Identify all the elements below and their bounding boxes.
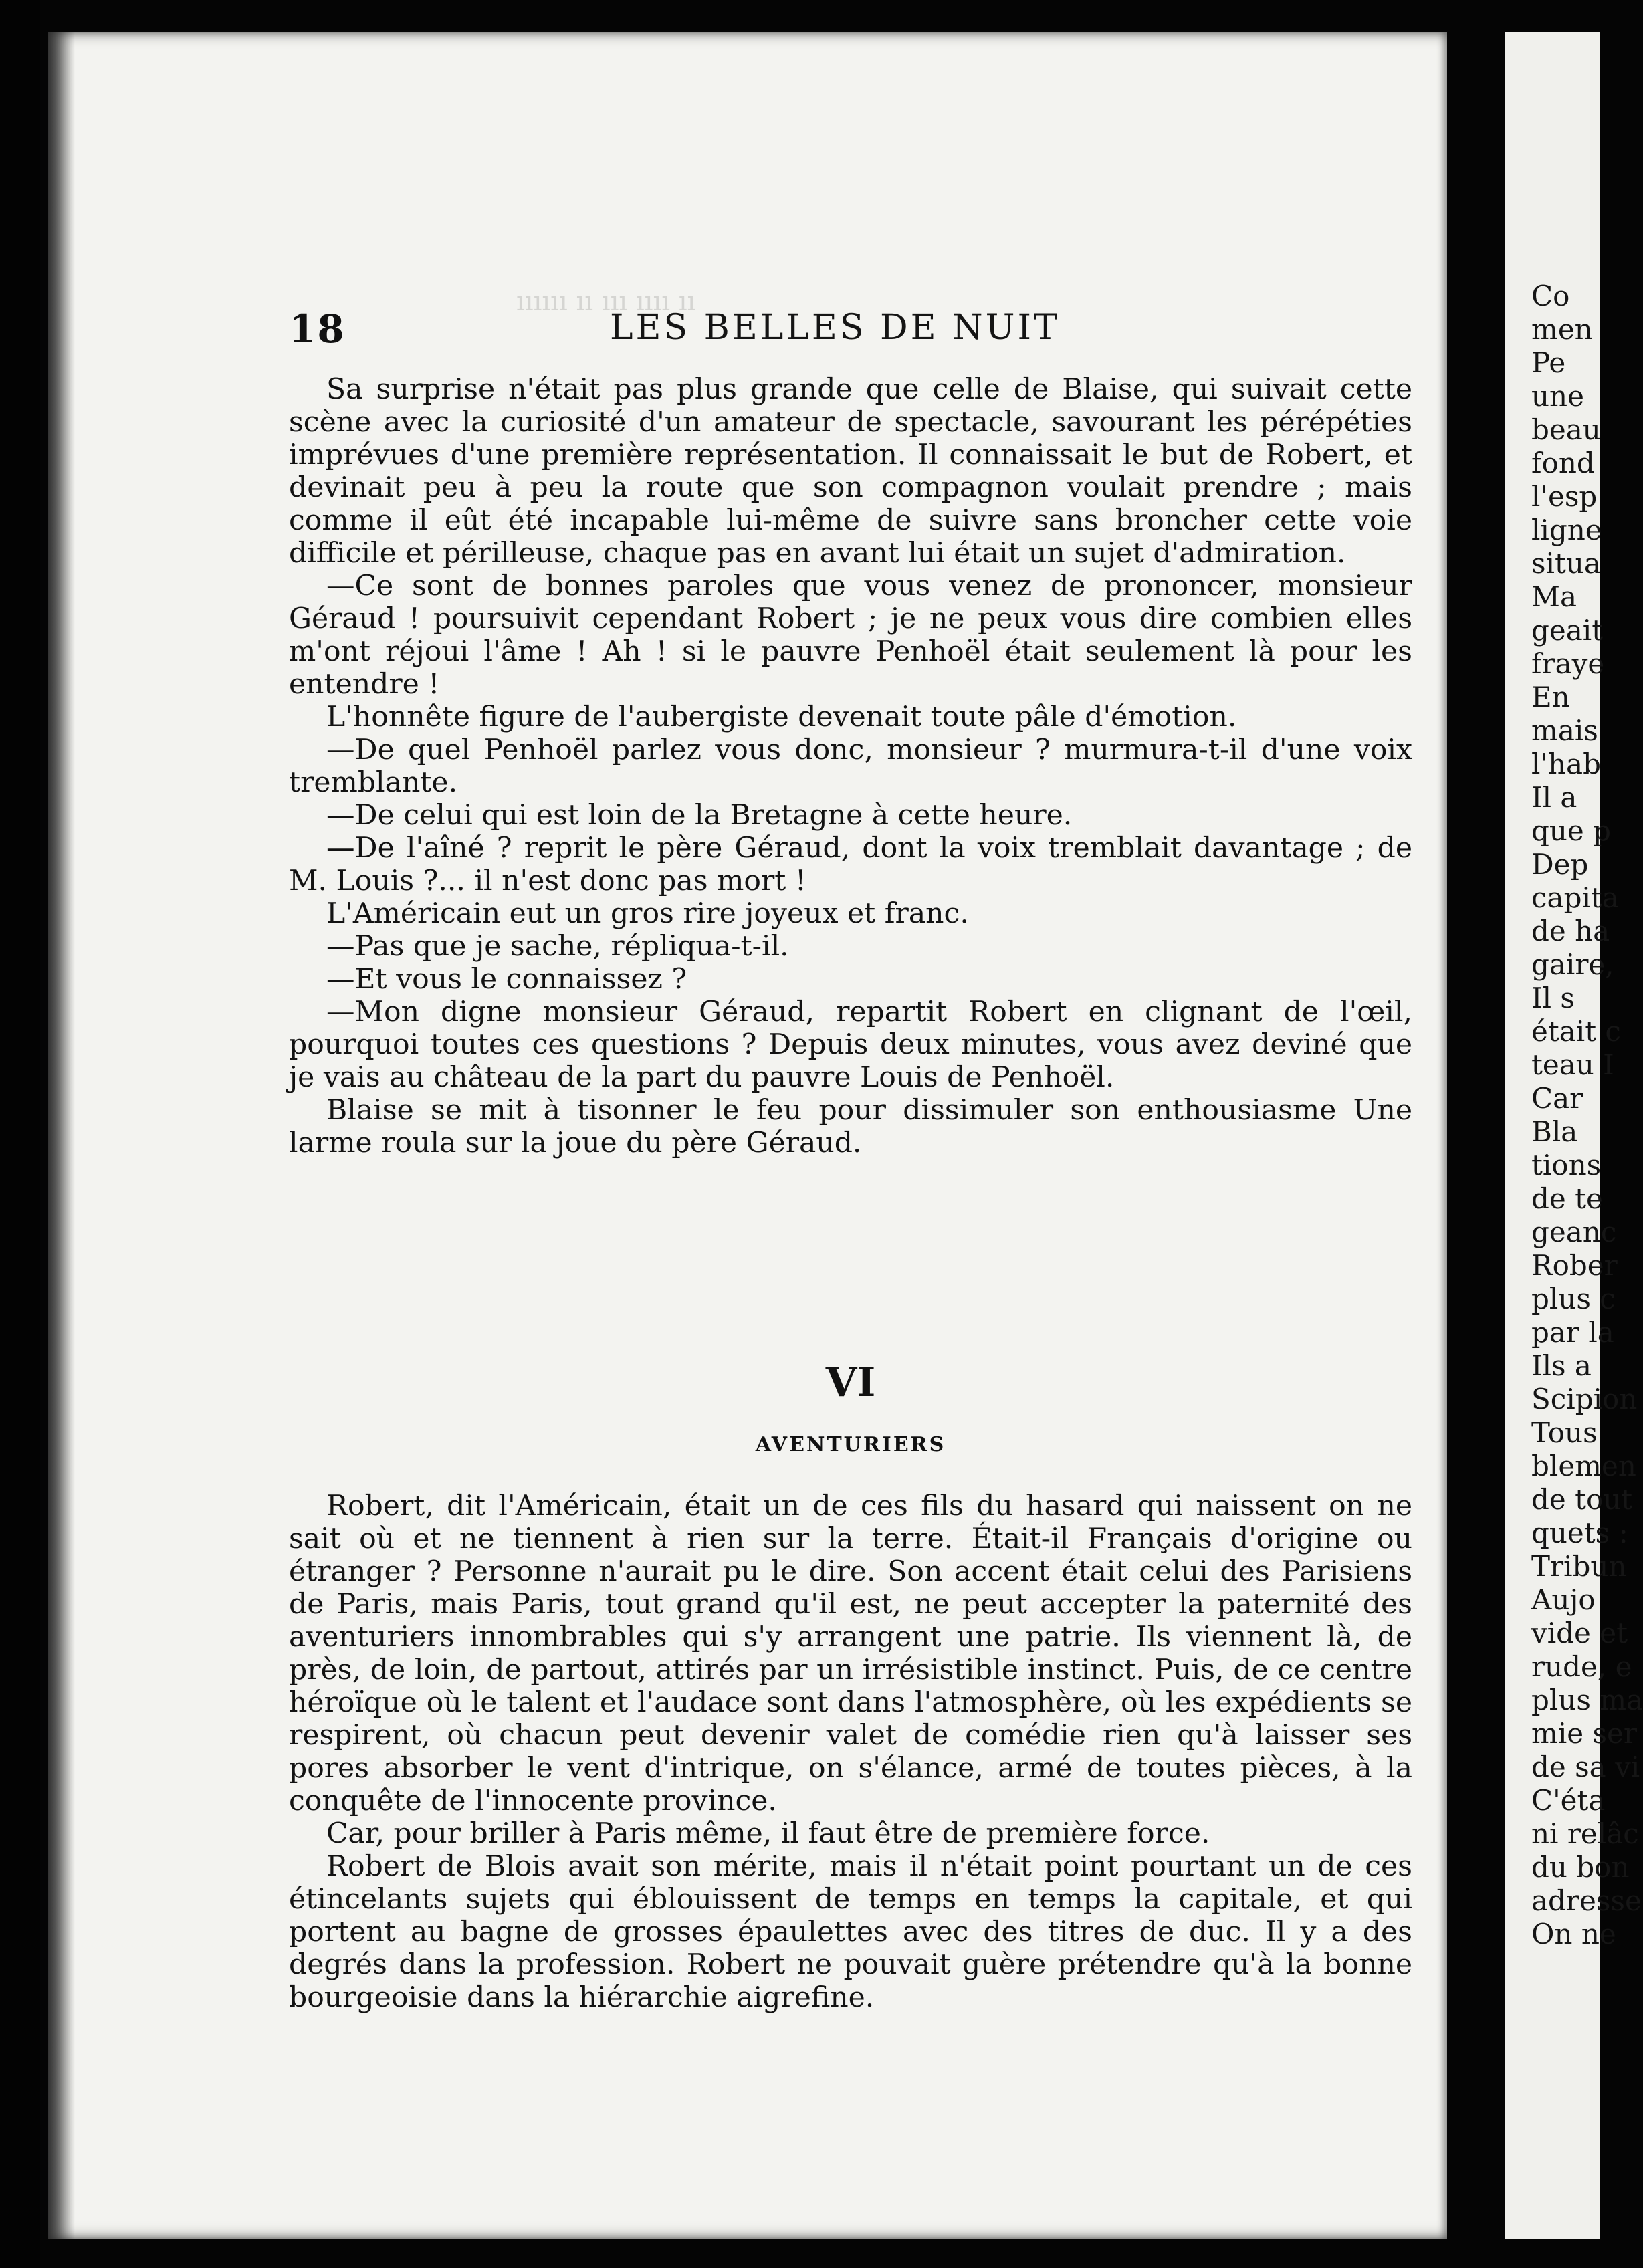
adjacent-page-fragment: plus c <box>1531 1282 1616 1315</box>
adjacent-page-fragment: ligne <box>1531 514 1602 546</box>
paragraph: Robert, dit l'Américain, était un de ces fils du hasard qui naissent on ne sait où et ne tiennent à rien sur la terre. Était-il Français d'origine ou étranger ? Personne n'aurait pu le dire. Son accent était celui des Parisiens de Paris, mais Paris, tout grand qu'il est, ne peut accepter la paternité des aventuriers innombrables qui s'y arrangent une patrie. Ils viennent là, de près, de loin, de partout, attirés par un irrésistible instinct. Puis, de ce centre héroïque où le talent et l'audace sont dans l'atmosphère, où les expédients se respirent, où chacun peut devenir valet de comédie rien qu'à laisser ses pores absorber le vent d'intrique, on s'élance, armé de toutes pièces, à la conquête de l'innocente province. <box>289 1490 1412 1817</box>
adjacent-page-fragment: rude, e <box>1531 1650 1632 1683</box>
adjacent-page-fragment: fraye <box>1531 647 1605 680</box>
adjacent-page-fragment: Co <box>1531 279 1570 312</box>
adjacent-page-fragment: Dep <box>1531 848 1589 881</box>
book-page <box>48 32 1447 2239</box>
paragraph: Car, pour briller à Paris même, il faut être de première force. <box>326 1817 1210 1850</box>
adjacent-page-fragment: une <box>1531 380 1584 413</box>
paragraph: L'Américain eut un gros rire joyeux et franc. <box>326 897 969 930</box>
adjacent-page-fragment: mais <box>1531 714 1598 747</box>
adjacent-page-fragment: de tout <box>1531 1483 1633 1516</box>
adjacent-page-fragment: l'hab <box>1531 748 1601 780</box>
adjacent-page-fragment: gaire, <box>1531 948 1614 981</box>
chapter-number: VI <box>825 1359 876 1406</box>
paragraph: Sa surprise n'était pas plus grande que celle de Blaise, qui suivait cette scène avec la curiosité d'un amateur de spectacle, savourant les pérépéties imprévues d'une première représentation. Il connaissait le but de Robert, et devinait peu à peu la route que son compagnon voulait prendre ; mais comme il eût été incapable lui-même de suivre sans broncher cette voie difficile et périlleuse, chaque pas en avant lui était un sujet d'admiration. <box>289 373 1412 570</box>
adjacent-page-fragment: de te <box>1531 1182 1603 1215</box>
adjacent-page-edge <box>1505 32 1643 2239</box>
adjacent-page-fragment: Il a <box>1531 781 1577 814</box>
show-through-text: ıııııı ıı ııı ıııı ıı <box>516 286 696 317</box>
adjacent-page-fragment: plus ma <box>1531 1684 1643 1716</box>
paragraph: Blaise se mit à tisonner le feu pour dissimuler son enthousiasme Une larme roula sur la joue du père Géraud. <box>289 1094 1412 1159</box>
adjacent-page-fragment: Ils a <box>1531 1349 1592 1382</box>
paragraph: —De l'aîné ? reprit le père Géraud, dont la voix tremblait davantage ; de M. Louis ?... il n'est donc pas mort ! <box>289 832 1412 897</box>
adjacent-page-fragment: Rober <box>1531 1249 1618 1282</box>
adjacent-page-fragment: beau <box>1531 413 1601 446</box>
paragraph: —De celui qui est loin de la Bretagne à cette heure. <box>326 799 1073 832</box>
adjacent-page-fragment: teau I <box>1531 1048 1614 1081</box>
text-section-before-chapter <box>289 373 1412 1159</box>
adjacent-page-fragment: Aujo <box>1531 1583 1596 1616</box>
adjacent-page-fragment: geait <box>1531 614 1604 647</box>
running-title: LES BELLES DE NUIT <box>610 308 1060 348</box>
chapter-title: AVENTURIERS <box>755 1433 946 1456</box>
page-number: 18 <box>289 306 346 352</box>
adjacent-page-fragment: C'éta <box>1531 1784 1606 1817</box>
adjacent-page-fragment: par la <box>1531 1316 1614 1349</box>
adjacent-page-fragment: geanc <box>1531 1216 1617 1248</box>
adjacent-page-fragment: Bla <box>1531 1115 1578 1148</box>
adjacent-page-fragment: Tous <box>1531 1416 1598 1449</box>
adjacent-page-fragment: Scipion <box>1531 1383 1638 1415</box>
adjacent-page-fragment: de sa vi <box>1531 1750 1640 1783</box>
paragraph: —Et vous le connaissez ? <box>326 963 687 996</box>
adjacent-page-fragment: men <box>1531 313 1593 346</box>
adjacent-page-fragment: mie ser <box>1531 1717 1637 1750</box>
adjacent-page-fragment: que p <box>1531 814 1612 847</box>
adjacent-page-fragment: Tribun <box>1531 1550 1627 1583</box>
adjacent-page-fragment: adresse <box>1531 1884 1642 1917</box>
adjacent-page-fragment: Pe <box>1531 346 1566 379</box>
adjacent-page-fragment: l'esp <box>1531 480 1598 513</box>
adjacent-page-fragment: du bon <box>1531 1851 1630 1884</box>
paragraph: —De quel Penhoël parlez vous donc, monsieur ? murmura-t-il d'une voix tremblante. <box>289 733 1412 799</box>
adjacent-page-fragment: quets : <box>1531 1516 1628 1549</box>
adjacent-page-fragment: de ha <box>1531 915 1610 947</box>
adjacent-page-fragment: On ne <box>1531 1918 1616 1950</box>
adjacent-page-fragment: vide et <box>1531 1617 1628 1650</box>
text-section-chapter-vi <box>289 1490 1412 2014</box>
adjacent-page-fragment: ni relâc <box>1531 1817 1639 1850</box>
scan-border <box>0 0 40 2268</box>
adjacent-page-fragment: blemen <box>1531 1450 1636 1482</box>
adjacent-page-fragment: Car <box>1531 1082 1583 1115</box>
adjacent-page-fragment: tions <box>1531 1149 1602 1181</box>
adjacent-page-fragment: capita <box>1531 881 1619 914</box>
adjacent-page-fragment: était c <box>1531 1015 1621 1048</box>
paragraph: Robert de Blois avait son mérite, mais il n'était point pourtant un de ces étincelants sujets qui éblouissent de temps en temps la capitale, et qui portent au bagne de grosses épaulettes avec des titres de duc. Il y a des degrés dans la profession. Robert ne pouvait guère prétendre qu'à la bonne bourgeoisie dans la hiérarchie aigrefine. <box>289 1850 1412 2014</box>
adjacent-page-fragment: En <box>1531 681 1570 713</box>
adjacent-page-fragment: Il s <box>1531 982 1575 1014</box>
paragraph: —Mon digne monsieur Géraud, repartit Robert en clignant de l'œil, pourquoi toutes ces questions ? Depuis deux minutes, vous avez deviné que je vais au château de la part du pauvre Louis de Penhoël. <box>289 996 1412 1094</box>
adjacent-page-fragment: fond <box>1531 447 1595 479</box>
paragraph: L'honnête figure de l'aubergiste devenait toute pâle d'émotion. <box>326 701 1237 733</box>
paragraph: —Ce sont de bonnes paroles que vous venez de prononcer, monsieur Géraud ! poursuivit cependant Robert ; je ne peux vous dire combien elles m'ont réjoui l'âme ! Ah ! si le pauvre Penhoël était seulement là pour les entendre ! <box>289 570 1412 701</box>
paragraph: —Pas que je sache, répliqua-t-il. <box>326 930 789 963</box>
adjacent-page-fragment: Ma <box>1531 580 1577 613</box>
adjacent-page-fragment: situa <box>1531 547 1601 580</box>
